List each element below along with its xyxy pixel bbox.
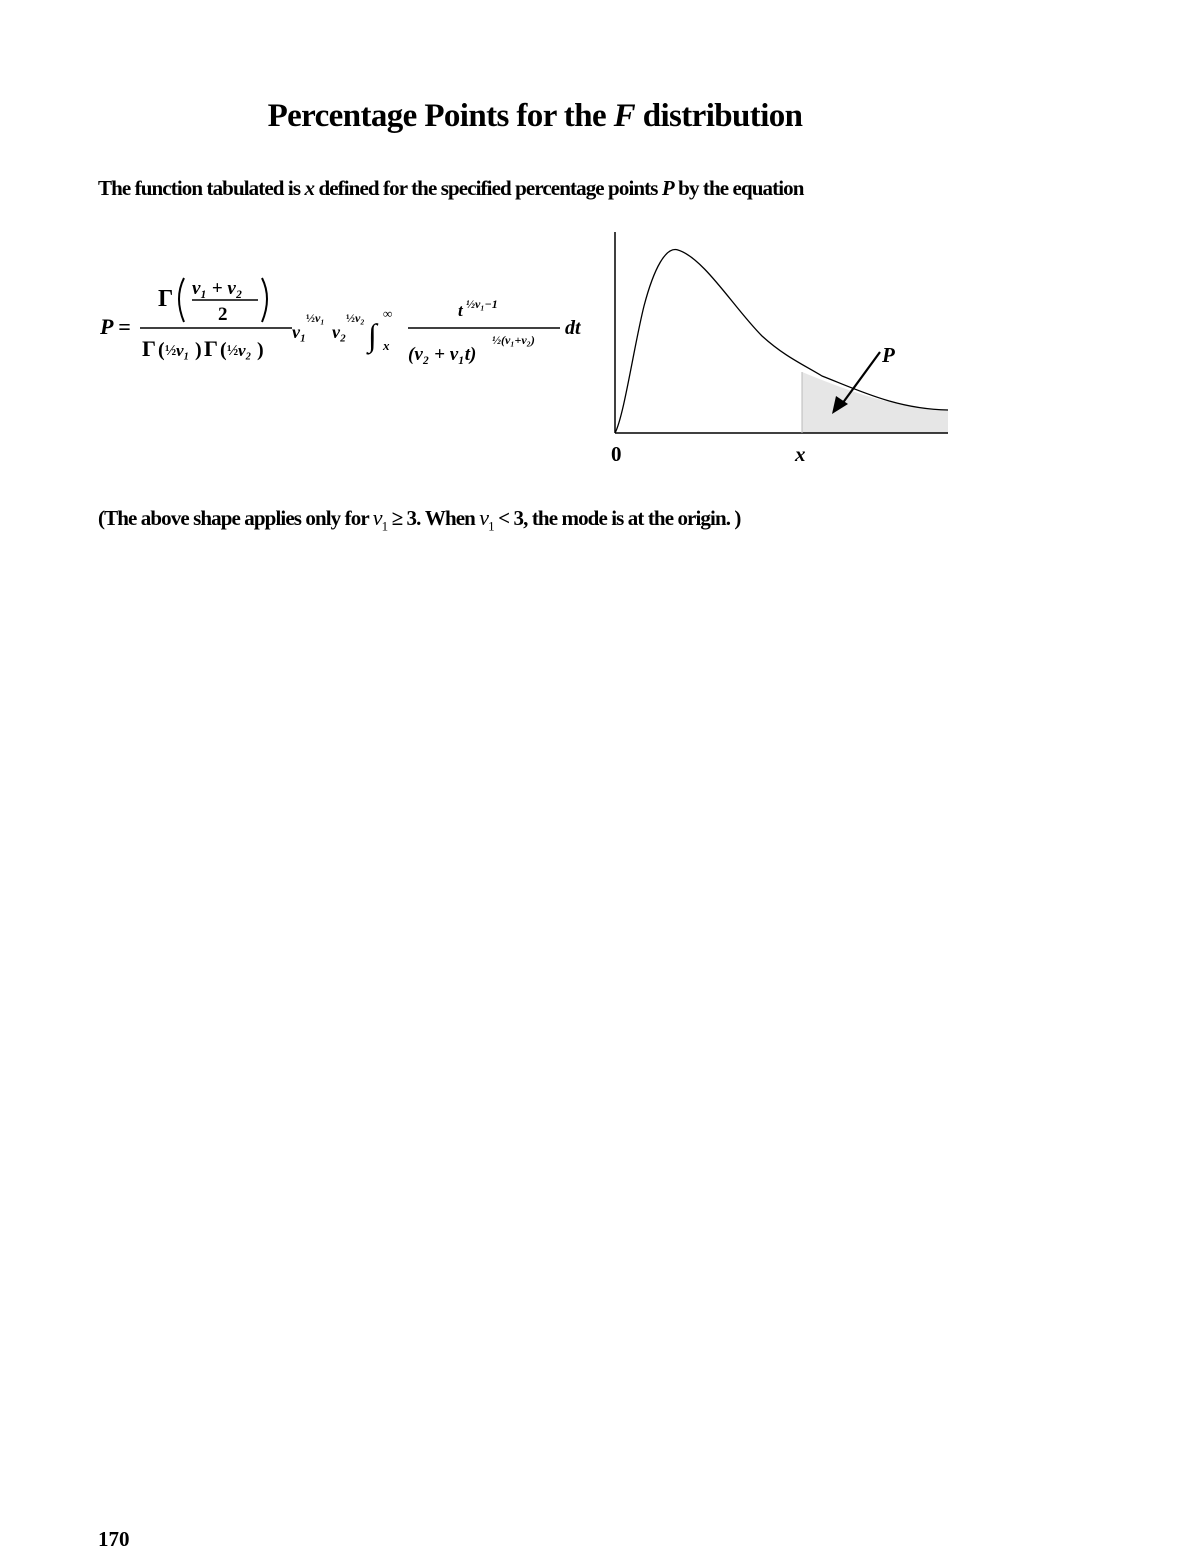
integral-upper-limit: ∞ [383,306,393,321]
note-text-2: ≥ 3. When [387,506,480,530]
intro-text-1: The function tabulated is [98,176,305,200]
title-prefix: Percentage Points for the [267,98,614,134]
paren-bottom-2-open: ( [220,339,227,361]
intro-paragraph [98,176,804,201]
integrand-numerator-base: t [458,301,463,320]
page-title [0,98,1070,135]
paren-bottom-1-open: ( [158,339,165,361]
integrand-numerator-exp: ½ν₁−1 [466,297,498,311]
intro-variable-p: P [661,176,674,200]
integrand-denominator-exp: ½(ν₁+ν₂) [492,333,535,347]
area-label-p: P [882,343,895,367]
gamma-arg-denominator: 2 [218,304,228,325]
gamma-symbol-bottom-2: Γ [204,336,218,361]
f-density-figure [596,226,956,476]
integral-lower-limit: x [383,338,390,353]
paren-bottom-1-close: ) [195,339,202,361]
equation-lhs: P = [100,314,131,339]
nu1-power-base: ν₁ [292,322,307,342]
paren-left-top [179,278,184,322]
differential-dt: dt [565,317,581,339]
nu1-power-exp: ν₁ [315,311,325,325]
nu2-power-half: ½ [346,311,355,325]
nu2-power-exp: ν₂ [355,311,365,325]
paren-right-top [262,278,267,322]
gamma-arg-numerator: ν₁ + ν₂ [192,278,243,299]
title-variable-f: F [613,98,636,134]
x-label: x [795,442,806,466]
gamma-symbol-bottom-1: Γ [142,336,156,361]
integrand-denominator: (ν₂ + ν₁t) [408,344,477,365]
nu2-power-base: ν₂ [332,322,347,342]
nu2-bottom: ν₂ [238,341,252,360]
intro-text-3: by the equation [673,176,804,200]
note-text-1: (The above shape applies only for [98,506,373,530]
f-distribution-equation [96,242,596,382]
paren-bottom-2-close: ) [257,339,264,361]
half-bottom-2: ½ [227,343,239,359]
nu1-bottom: ν₁ [176,341,190,360]
tail-area-shading [802,372,948,433]
integral-sign: ∫ [368,317,377,353]
title-suffix: distribution [635,98,803,134]
page-number: 170 [98,1527,130,1551]
note-nu1-a: $\nu_1$ [372,505,388,534]
shape-note [98,505,741,534]
intro-text-2: defined for the specified percentage points [314,176,662,200]
note-nu1-b: $\nu_1$ [479,505,494,534]
nu1-power-half: ½ [306,311,315,325]
origin-label: 0 [611,442,622,466]
intro-variable-x: x [304,176,315,200]
note-text-3: < 3, the mode is at the origin. ) [493,506,741,530]
density-sketch-svg [596,226,956,476]
half-bottom-1: ½ [165,343,177,359]
equation-svg [96,242,596,382]
gamma-symbol-top: Γ [158,286,174,312]
